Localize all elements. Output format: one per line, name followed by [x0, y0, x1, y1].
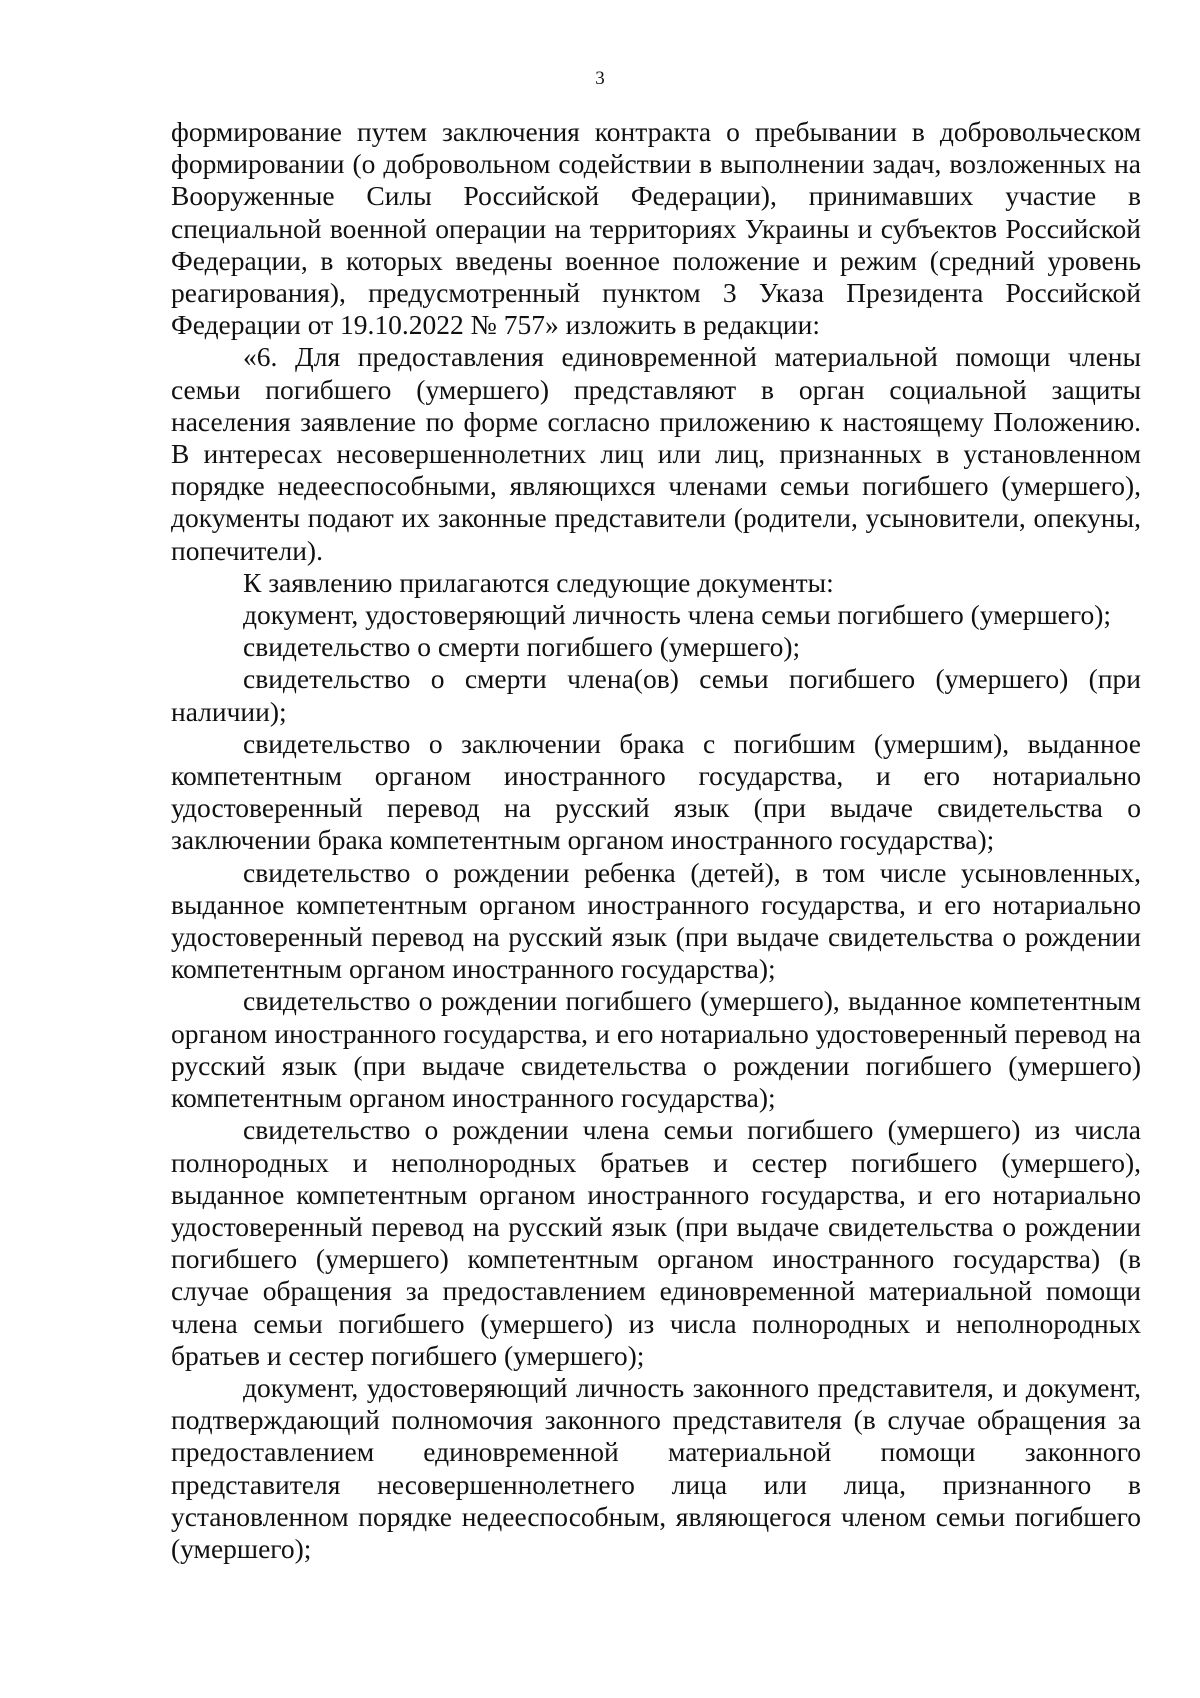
paragraph-document-list-item: свидетельство о рождении члена семьи погибшего (умершего) из числа полнородных и неполнородных братьев и сестер погибшего (умершего), выданное компетентным органом иностранного государства, и его нотариально удостоверенный перевод на русский язык (при выдаче свидетельства о рождении погибшего (умершего) компетентным органом иностранного государства) (в случае обращения за предоставлением единовременной материальной помощи члена семьи погибшего (умершего) из числа полнородных и неполнородных братьев и сестер погибшего (умершего); — [171, 1114, 1141, 1371]
paragraph-item-6: «6. Для предоставления единовременной материальной помощи члены семьи погибшего (умершего) представляют в орган социальной защиты населения заявление по форме согласно приложению к настоящему Положению. В интересах несовершеннолетних лиц или лиц, признанных в установленном порядке недееспособными, являющихся членами семьи погибшего (умершего), документы подают их законные представители (родители, усыновители, опекуны, попечители). — [171, 341, 1141, 566]
paragraph-document-list-item: документ, удостоверяющий личность члена семьи погибшего (умершего); — [243, 599, 1112, 631]
page-number: 3 — [595, 68, 605, 89]
paragraph-document-list-item: свидетельство о смерти погибшего (умершего); — [243, 631, 801, 663]
paragraph-document-list-item: свидетельство о рождении ребенка (детей), в том числе усыновленных, выданное компетентным органом иностранного государства, и его нотариально удостоверенный перевод на русский язык (при выдаче свидетельства о рождении компетентным органом иностранного государства); — [171, 856, 1141, 985]
document-body — [171, 116, 1141, 1565]
paragraph-document-list-item: свидетельство о заключении брака с погибшим (умершим), выданное компетентным органом иностранного государства, и его нотариально удостоверенный перевод на русский язык (при выдаче свидетельства о заключении брака компетентным органом иностранного государства); — [171, 727, 1141, 856]
paragraph-continuation: формирование путем заключения контракта о пребывании в добровольческом формировании (о добровольном содействии в выполнении задач, возложенных на Вооруженные Силы Российской Федерации), принимавших участие в специальной военной операции на территориях Украины и субъектов Российской Федерации, в которых введены военное положение и режим (средний уровень реагирования), предусмотренный пунктом 3 Указа Президента Российской Федерации от 19.10.2022 № 757» изложить в редакции: — [171, 116, 1141, 341]
paragraph-document-list-item: свидетельство о смерти члена(ов) семьи погибшего (умершего) (при наличии); — [171, 663, 1141, 727]
paragraph-documents-intro: К заявлению прилагаются следующие документы: — [243, 566, 834, 598]
paragraph-document-list-item: документ, удостоверяющий личность законного представителя, и документ, подтверждающий полномочия законного представителя (в случае обращения за предоставлением единовременной материальной помощи законного представителя несовершеннолетнего лица или лица, признанного в установленном порядке недееспособным, являющегося членом семьи погибшего (умершего); — [171, 1371, 1141, 1564]
paragraph-document-list-item: свидетельство о рождении погибшего (умершего), выданное компетентным органом иностранного государства, и его нотариально удостоверенный перевод на русский язык (при выдаче свидетельства о рождении погибшего (умершего) компетентным органом иностранного государства); — [171, 985, 1141, 1114]
